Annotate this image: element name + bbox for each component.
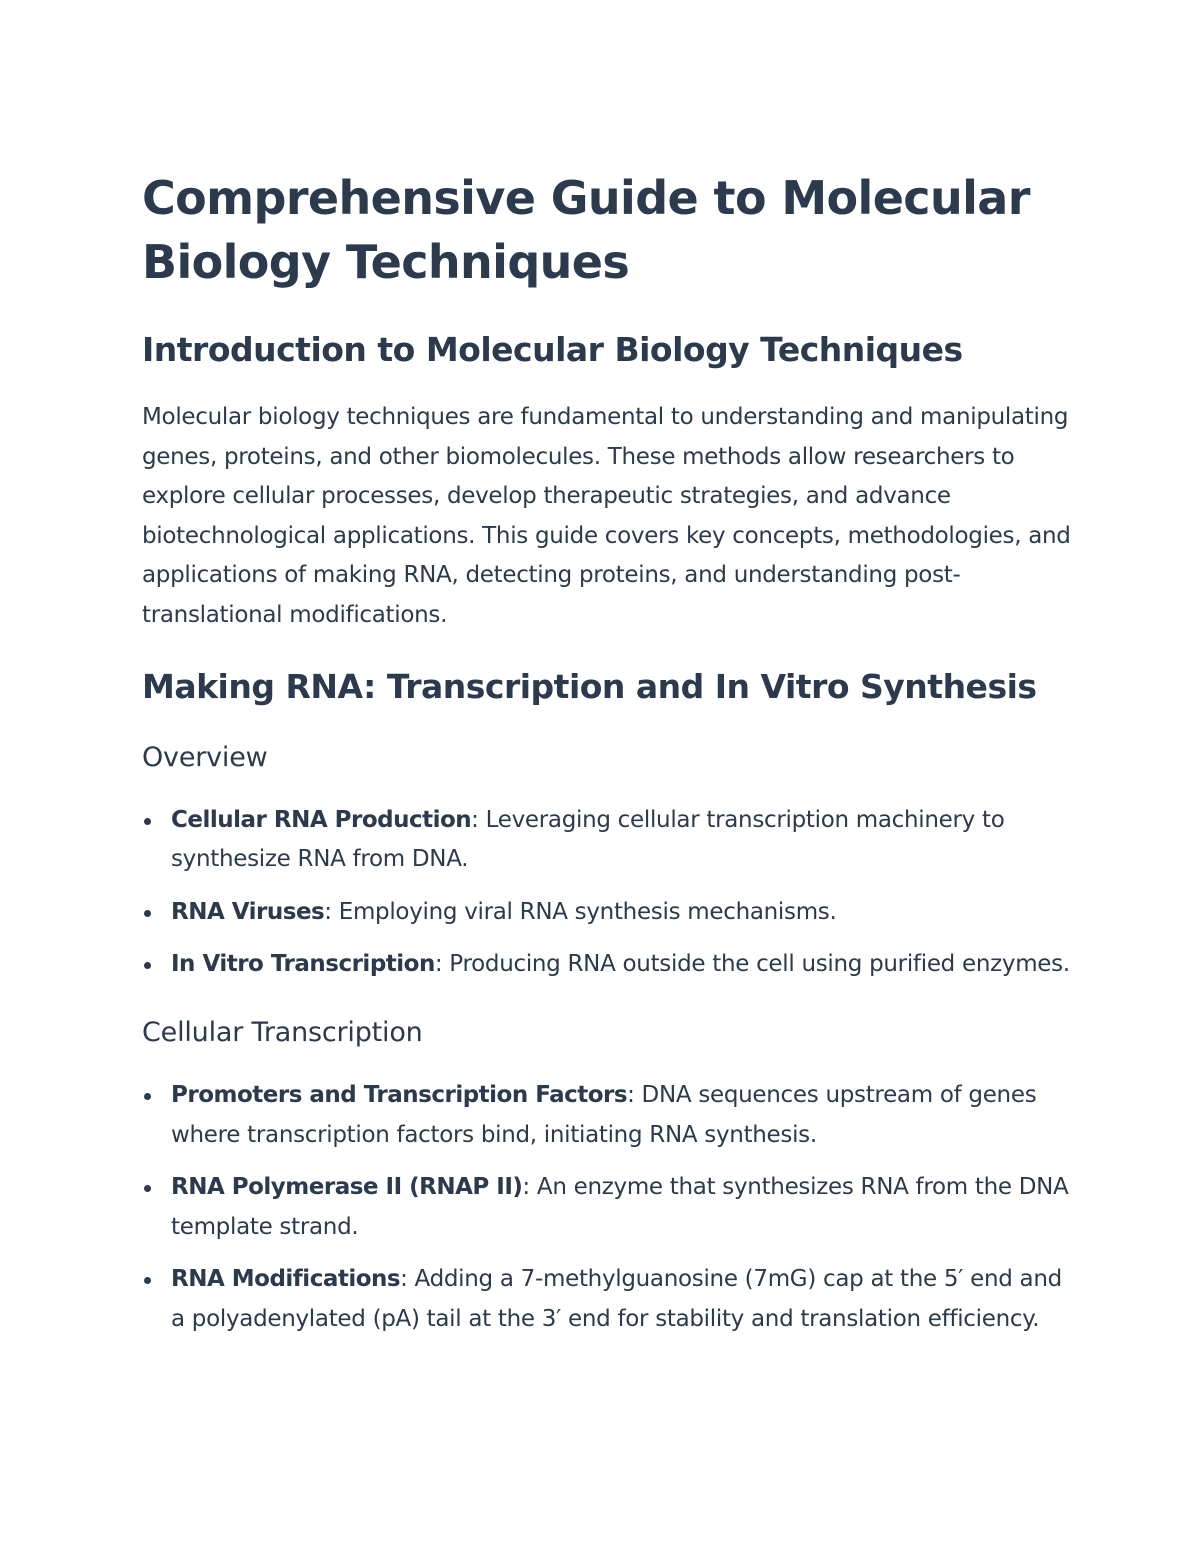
document-page <box>142 166 1072 1353</box>
subsection-heading-overview: Overview <box>142 741 268 773</box>
list-item-term: Cellular RNA Production <box>171 806 472 833</box>
bullet-icon <box>144 1185 151 1192</box>
list-item-text: : Employing viral RNA synthesis mechanisms. <box>324 898 837 925</box>
cellular-transcription-list <box>142 1076 1072 1340</box>
document-title: Comprehensive Guide to Molecular Biology Techniques <box>142 171 1030 289</box>
bullet-icon <box>144 962 151 969</box>
list-item-text: : Leveraging cellular transcription machinery to synthesize RNA from DNA. <box>171 806 1005 873</box>
section-heading-introduction: Introduction to Molecular Biology Techniques <box>142 330 963 369</box>
list-item-term: Promoters and Transcription Factors <box>171 1081 628 1108</box>
list-item-text: : Producing RNA outside the cell using purified enzymes. <box>434 951 1070 978</box>
list-item <box>142 1260 1072 1339</box>
list-item-term: RNA Modifications <box>171 1266 401 1293</box>
list-item <box>142 801 1072 880</box>
subsection-heading-cellular-transcription: Cellular Transcription <box>142 1016 423 1048</box>
list-item-text: : DNA sequences upstream of genes where transcription factors bind, initiating RNA synthesis. <box>171 1081 1037 1148</box>
list-item <box>142 893 1072 933</box>
list-item-text: : An enzyme that synthesizes RNA from the DNA template strand. <box>171 1174 1069 1240</box>
bullet-icon <box>144 1093 151 1100</box>
bullet-icon <box>144 1277 151 1284</box>
list-item-text: : Adding a 7-methylguanosine (7mG) cap at the 5′ end and a polyadenylated (pA) tail at the 3′ end for stability and translation efficiency. <box>171 1266 1062 1332</box>
intro-paragraph: Molecular biology techniques are fundamental to understanding and manipulating genes, proteins, and other biomolecules. These methods allow researchers to explore cellular processes, develop therapeutic strategies, and advance biotechnological applications. This guide covers key concepts, methodologies, and applications of making RNA, detecting proteins, and understanding post-translational modifications. <box>142 404 1071 628</box>
list-item-term: In Vitro Transcription <box>171 951 435 978</box>
list-item-term: RNA Polymerase II (RNAP II) <box>171 1174 523 1201</box>
bullet-icon <box>144 910 151 917</box>
overview-list <box>142 801 1072 985</box>
list-item <box>142 1076 1072 1155</box>
list-item-term: RNA Viruses <box>171 898 325 925</box>
section-heading-making-rna: Making RNA: Transcription and In Vitro Synthesis <box>142 666 1037 706</box>
list-item <box>142 1168 1072 1247</box>
list-item <box>142 945 1072 985</box>
bullet-icon <box>144 818 151 825</box>
